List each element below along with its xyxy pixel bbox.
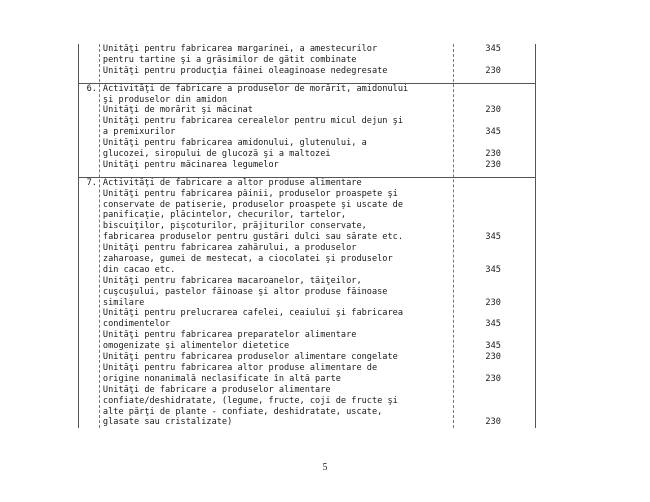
activity-description: Unităţi pentru fabricarea pâinii, produselor proaspete şi bbox=[102, 188, 398, 199]
section-number bbox=[79, 55, 99, 66]
activity-value bbox=[451, 363, 535, 374]
activity-value: 230 bbox=[485, 65, 501, 76]
section-number bbox=[79, 385, 99, 396]
table-row bbox=[79, 319, 535, 330]
activity-description: din cacao etc. bbox=[102, 264, 176, 275]
activity-description: a premixurilor bbox=[102, 127, 176, 138]
table-row bbox=[79, 341, 535, 352]
activity-description: fabricarea produselor pentru gustări dulci sau sărate etc. bbox=[102, 232, 404, 243]
activity-description: Activităţi de fabricare a altor produse alimentare bbox=[102, 177, 362, 188]
activity-description: condimentelor bbox=[102, 319, 171, 330]
activity-value bbox=[451, 189, 535, 200]
section-number bbox=[79, 319, 99, 330]
activity-description: pentru tartine şi a grăsimilor de gătit combinate bbox=[102, 54, 357, 65]
activity-description: cuşcuşului, pastelor făinoase şi altor produse făinoase bbox=[102, 286, 388, 297]
activity-value bbox=[451, 95, 535, 106]
activity-description: omogenizate şi alimentelor dietetice bbox=[102, 341, 290, 352]
section-number bbox=[79, 287, 99, 298]
table-row bbox=[79, 221, 535, 232]
table-row bbox=[79, 189, 535, 200]
activity-value bbox=[451, 276, 535, 287]
activity-description: Unităţi pentru fabricarea cerealelor pentru micul dejun şi bbox=[102, 116, 404, 127]
table-row bbox=[79, 210, 535, 221]
activity-value: 230 bbox=[485, 105, 501, 116]
table-row bbox=[79, 287, 535, 298]
table-row bbox=[79, 330, 535, 341]
section-continuation bbox=[79, 44, 535, 77]
table-row bbox=[79, 105, 535, 116]
activity-value: 230 bbox=[485, 149, 501, 160]
activity-value: 345 bbox=[485, 232, 501, 243]
activity-description: glucozei, siropului de glucoză şi a maltozei bbox=[102, 149, 331, 160]
section-number bbox=[79, 138, 99, 149]
activity-value: 345 bbox=[485, 341, 501, 352]
table-row bbox=[79, 160, 535, 171]
section-number bbox=[79, 116, 99, 127]
activity-value bbox=[451, 55, 535, 66]
table-row bbox=[79, 276, 535, 287]
section-number bbox=[79, 363, 99, 374]
activity-value: 230 bbox=[485, 159, 501, 170]
section-number bbox=[79, 189, 99, 200]
section-number bbox=[79, 66, 99, 77]
table-row bbox=[79, 308, 535, 319]
activity-value bbox=[451, 330, 535, 341]
table-row bbox=[79, 55, 535, 66]
activity-description: zaharoase, gumei de mestecat, a ciocolatei şi produselor bbox=[102, 254, 393, 265]
activity-value bbox=[451, 84, 535, 95]
table-row bbox=[79, 138, 535, 149]
section-number bbox=[79, 149, 99, 160]
section-5 bbox=[79, 83, 535, 171]
section-number bbox=[79, 417, 99, 428]
section-number bbox=[79, 298, 99, 309]
activity-value: 230 bbox=[485, 417, 501, 428]
activity-value bbox=[451, 254, 535, 265]
section-number bbox=[79, 232, 99, 243]
section-number bbox=[79, 210, 99, 221]
table-row bbox=[79, 363, 535, 374]
section-number bbox=[79, 374, 99, 385]
table-row bbox=[79, 127, 535, 138]
table-row bbox=[79, 265, 535, 276]
table-row bbox=[79, 149, 535, 160]
activity-description: Unităţi pentru fabricarea margarinei, a amestecurilor bbox=[102, 44, 378, 54]
activity-description: Unităţi pentru producţia făinei oleaginoase nedegresate bbox=[102, 65, 388, 76]
activity-description: şi produselor din amidon bbox=[102, 94, 228, 105]
activity-description: Unităţi pentru prelucrarea cafelei, ceaiului şi fabricarea bbox=[102, 308, 404, 319]
table-row bbox=[79, 417, 535, 428]
activity-description: conservate de patiserie, produselor proaspete şi uscate de bbox=[102, 199, 404, 210]
section-number bbox=[79, 265, 99, 276]
activity-description: Unităţi pentru măcinarea legumelor bbox=[102, 159, 279, 170]
activity-value bbox=[451, 308, 535, 319]
activity-description: similare bbox=[102, 297, 145, 308]
activity-value bbox=[451, 385, 535, 396]
section-number bbox=[79, 341, 99, 352]
activity-value: 230 bbox=[485, 352, 501, 363]
activity-description: Unităţi pentru fabricarea macaroanelor, tăiţeilor, bbox=[102, 275, 362, 286]
activity-value bbox=[451, 210, 535, 221]
table-row bbox=[79, 200, 535, 211]
section-6 bbox=[79, 177, 535, 428]
section-number: 7. bbox=[86, 177, 97, 188]
activity-description: glasate sau cristalizate) bbox=[102, 417, 233, 428]
activity-value: 230 bbox=[485, 373, 501, 384]
section-number bbox=[79, 127, 99, 138]
section-number bbox=[79, 254, 99, 265]
activity-value: 345 bbox=[485, 319, 501, 330]
activity-description: Activităţi de fabricare a produselor de morărit, amidonului bbox=[102, 83, 409, 94]
section-number bbox=[79, 276, 99, 287]
section-number bbox=[79, 200, 99, 211]
section-number bbox=[79, 352, 99, 363]
table-row bbox=[79, 66, 535, 77]
activity-value bbox=[451, 221, 535, 232]
table-row bbox=[79, 178, 535, 189]
page-number: 5 bbox=[322, 462, 328, 473]
activities-table bbox=[78, 44, 536, 428]
section-number bbox=[79, 308, 99, 319]
activity-description: Unităţi de fabricare a produselor alimentare bbox=[102, 384, 331, 395]
activity-value: 345 bbox=[485, 127, 501, 138]
section-number bbox=[79, 396, 99, 407]
table-row bbox=[79, 95, 535, 106]
section-number bbox=[79, 221, 99, 232]
activity-description: Unităţi pentru fabricarea zahărului, a produselor bbox=[102, 243, 357, 254]
table-row bbox=[79, 44, 535, 55]
activity-description: Unităţi pentru fabricarea produselor alimentare congelate bbox=[102, 352, 398, 363]
table-row bbox=[79, 385, 535, 396]
activity-value: 230 bbox=[485, 297, 501, 308]
table-row bbox=[79, 298, 535, 309]
section-number bbox=[79, 160, 99, 171]
table-row bbox=[79, 232, 535, 243]
activity-description: biscuiţilor, pişcoturilor, prăjiturilor conservate, bbox=[102, 221, 367, 232]
table-row bbox=[79, 374, 535, 385]
section-number bbox=[79, 44, 99, 55]
activity-value: 345 bbox=[485, 264, 501, 275]
activity-description: Unităţi de morărit şi măcinat bbox=[102, 105, 253, 116]
section-number: 6. bbox=[86, 83, 97, 94]
activity-description: Unităţi pentru fabricarea altor produse alimentare de bbox=[102, 362, 378, 373]
activity-value bbox=[451, 407, 535, 418]
section-number bbox=[79, 105, 99, 116]
section-number bbox=[79, 407, 99, 418]
activity-description: panificaţie, plăcintelor, checurilor, tartelor, bbox=[102, 210, 347, 221]
activity-description: origine nonanimală neclasificate în altă parte bbox=[102, 373, 341, 384]
table-row bbox=[79, 254, 535, 265]
activity-value bbox=[451, 287, 535, 298]
table-row bbox=[79, 116, 535, 127]
table-row bbox=[79, 352, 535, 363]
table-row bbox=[79, 243, 535, 254]
section-number bbox=[79, 243, 99, 254]
activity-value bbox=[451, 396, 535, 407]
activity-value: 345 bbox=[485, 44, 501, 54]
activity-value bbox=[451, 138, 535, 149]
activity-value bbox=[451, 243, 535, 254]
activity-description: alte părţi de plante - confiate, deshidratate, uscate, bbox=[102, 406, 383, 417]
section-number bbox=[79, 95, 99, 106]
table-row bbox=[79, 396, 535, 407]
table-row bbox=[79, 407, 535, 418]
activity-value bbox=[451, 178, 535, 189]
activity-value bbox=[451, 200, 535, 211]
table-row bbox=[79, 84, 535, 95]
activity-description: Unităţi pentru fabricarea amidonului, glutenului, a bbox=[102, 138, 367, 149]
activity-description: Unităţi pentru fabricarea preparatelor alimentare bbox=[102, 330, 357, 341]
document-page bbox=[78, 44, 536, 428]
section-number bbox=[79, 330, 99, 341]
activity-value bbox=[451, 116, 535, 127]
activity-description: confiate/deshidratate, (legume, fructe, coji de fructe şi bbox=[102, 395, 398, 406]
